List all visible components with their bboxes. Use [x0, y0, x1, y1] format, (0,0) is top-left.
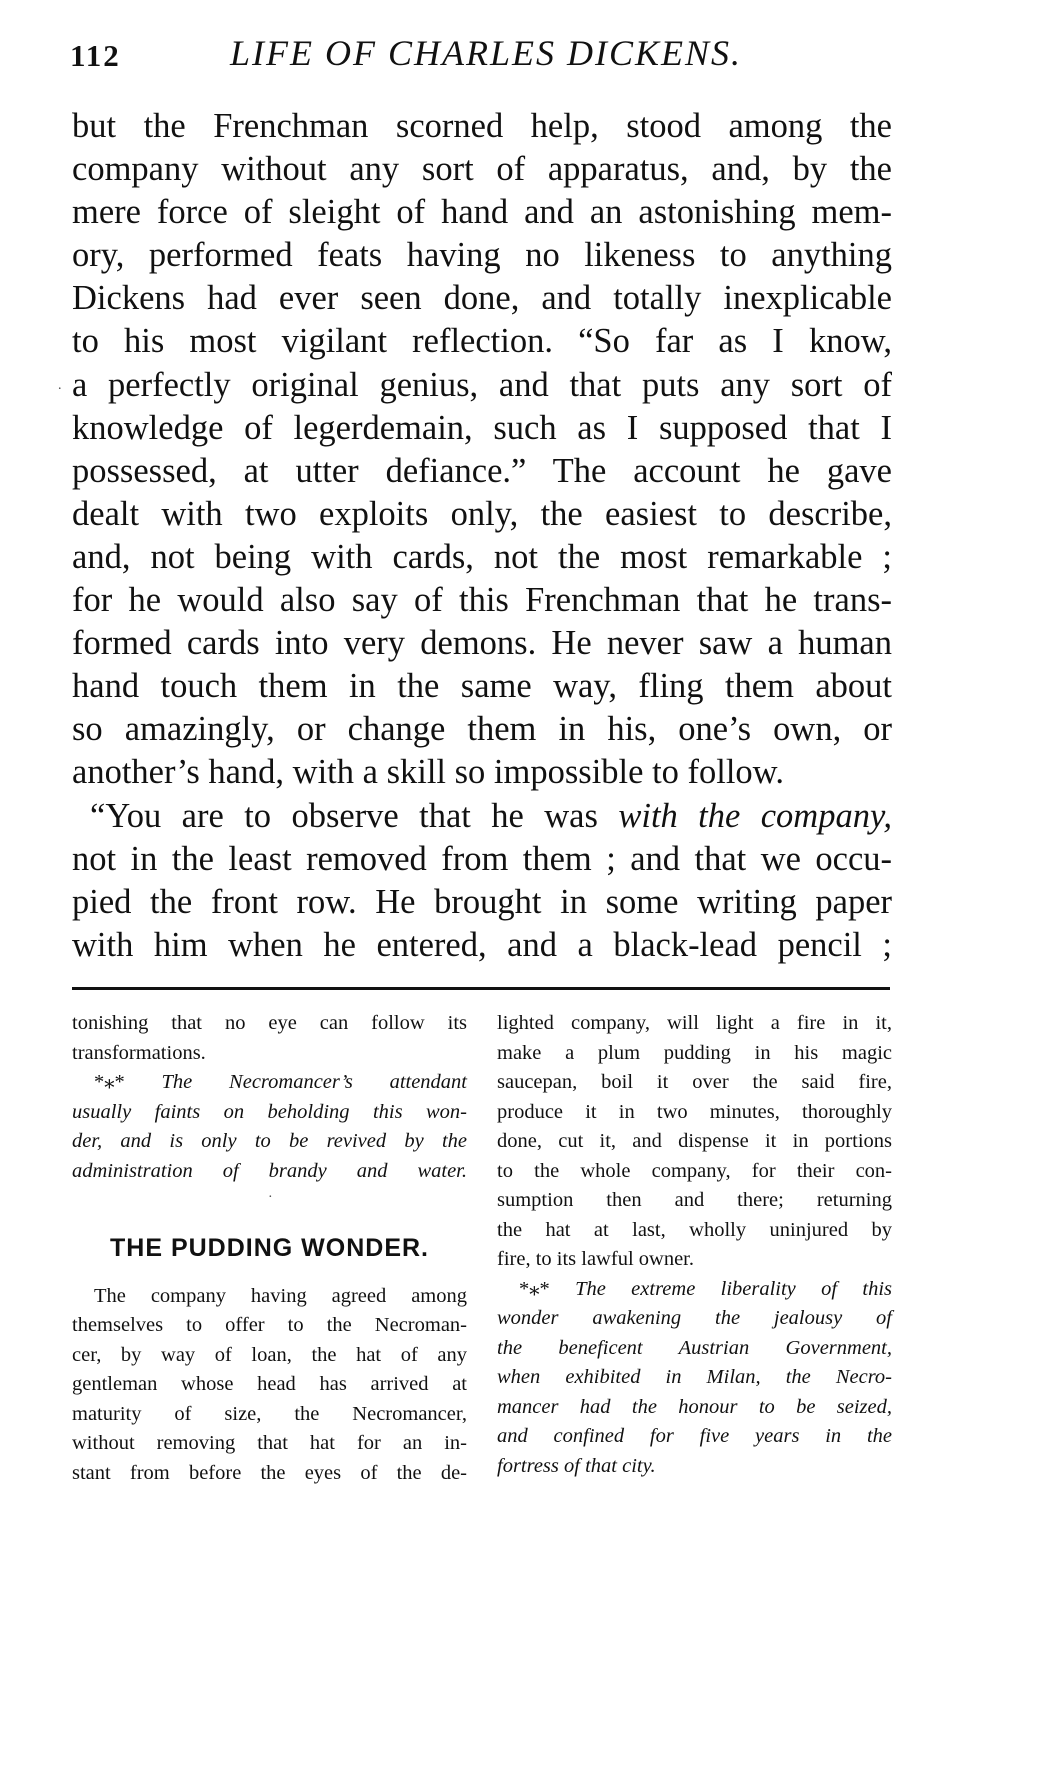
text-line: company without any sort of apparatus, and, by the — [72, 150, 892, 189]
footnote-paragraph — [72, 1282, 467, 1489]
text-line: The company having agreed among — [94, 1284, 467, 1307]
section-heading: THE PUDDING WONDER. — [110, 1234, 429, 1262]
paragraph-2 — [72, 795, 892, 967]
text-line: mancer had the honour to be seized, — [497, 1395, 892, 1418]
text-line — [497, 1275, 892, 1305]
print-speck: . — [58, 378, 62, 393]
text-line: mere force of sleight of hand and an astonishing mem- — [72, 193, 892, 232]
text-line: without removing that hat for an in- — [72, 1432, 467, 1454]
page-header — [70, 32, 890, 76]
text-line: fortress of that city. — [497, 1454, 656, 1477]
text-line: usually faints on beholding this won- — [72, 1100, 467, 1123]
text-line: so amazingly, or change them in his, one’s own, or — [72, 710, 892, 749]
footnote-column-left — [72, 1009, 467, 1488]
text-line: stant from before the eyes of the de- — [72, 1461, 467, 1484]
text-line: to his most vigilant reflection. “So far as I know, — [72, 322, 892, 361]
footnote-continuation — [72, 1009, 467, 1068]
text-line: wonder awakening the jealousy of — [497, 1307, 892, 1329]
text-line: der, and is only to be revived by the — [72, 1130, 467, 1152]
text-line: maturity of size, the Necromancer, — [72, 1402, 467, 1425]
text-line — [72, 795, 892, 838]
footnote-column-right — [497, 1009, 892, 1481]
text-line: hand touch them in the same way, fling them about — [72, 667, 892, 706]
note-marker: *⁎* — [519, 1277, 550, 1300]
text-line: saucepan, boil it over the said fire, — [497, 1071, 892, 1093]
text-line: administration of brandy and water. — [72, 1159, 467, 1182]
text-line: gentleman whose head has arrived at — [72, 1373, 467, 1395]
text-line: make a plum pudding in his magic — [497, 1041, 892, 1064]
text-line: for he would also say of this Frenchman that he trans- — [72, 581, 892, 620]
text-line: the beneficent Austrian Government, — [497, 1336, 892, 1359]
text-line: another’s hand, with a skill so impossible to follow. — [72, 753, 784, 792]
text-line — [72, 1068, 467, 1098]
footnote-paragraph — [497, 1009, 892, 1275]
text-line: with him when he entered, and a black-lead pencil ; — [72, 925, 892, 964]
text-line: and, not being with cards, not the most remarkable ; — [72, 537, 892, 576]
italic-text: The extreme liberality of this — [575, 1277, 892, 1300]
text-line: dealt with two exploits only, the easiest to describe, — [72, 494, 892, 533]
paragraph-1 — [72, 105, 892, 795]
italic-text: The Necromancer’s attendant — [161, 1071, 467, 1093]
print-speck: · — [268, 1190, 273, 1205]
text-line: cer, by way of loan, the hat of any — [72, 1343, 467, 1366]
text-line: not in the least removed from them ; and that we occu- — [72, 839, 892, 878]
footnote-note — [72, 1068, 467, 1186]
text-line: a perfectly original genius, and that puts any sort of — [72, 365, 892, 404]
text-line: formed cards into very demons. He never saw a human — [72, 624, 892, 663]
text-line: possessed, at utter defiance.” The account he gave — [72, 451, 892, 490]
note-marker: *⁎* — [94, 1071, 125, 1093]
text-line: done, cut it, and dispense it in portions — [497, 1130, 892, 1152]
text-line: lighted company, will light a fire in it, — [497, 1012, 892, 1034]
italic-phrase: with the company, — [618, 796, 893, 835]
text-line: themselves to offer to the Necroman- — [72, 1314, 467, 1336]
text-line: to the whole company, for their con- — [497, 1159, 892, 1182]
text-line: produce it in two minutes, thoroughly — [497, 1100, 892, 1123]
text-line: the hat at last, wholly uninjured by — [497, 1218, 892, 1241]
footnote-divider — [72, 987, 890, 990]
text-line: fire, to its lawful owner. — [497, 1248, 694, 1270]
quote-start: “You are to observe that he was — [90, 796, 598, 835]
text-line: pied the front row. He brought in some writing paper — [72, 882, 892, 921]
text-line: transformations. — [72, 1041, 206, 1064]
text-line: tonishing that no eye can follow its — [72, 1012, 467, 1034]
text-line: ory, performed feats having no likeness to anything — [72, 236, 892, 275]
main-text — [72, 105, 892, 967]
text-line: when exhibited in Milan, the Necro- — [497, 1366, 892, 1388]
running-title: LIFE OF CHARLES DICKENS. — [230, 33, 742, 73]
text-line: and confined for five years in the — [497, 1425, 892, 1447]
text-line: Dickens had ever seen done, and totally inexplicable — [72, 279, 892, 318]
text-line: knowledge of legerdemain, such as I supposed that I — [72, 408, 892, 447]
text-line: sumption then and there; returning — [497, 1189, 892, 1211]
page-number: 112 — [70, 38, 121, 73]
text-line: but the Frenchman scorned help, stood among the — [72, 107, 892, 145]
footnote-note — [497, 1275, 892, 1482]
